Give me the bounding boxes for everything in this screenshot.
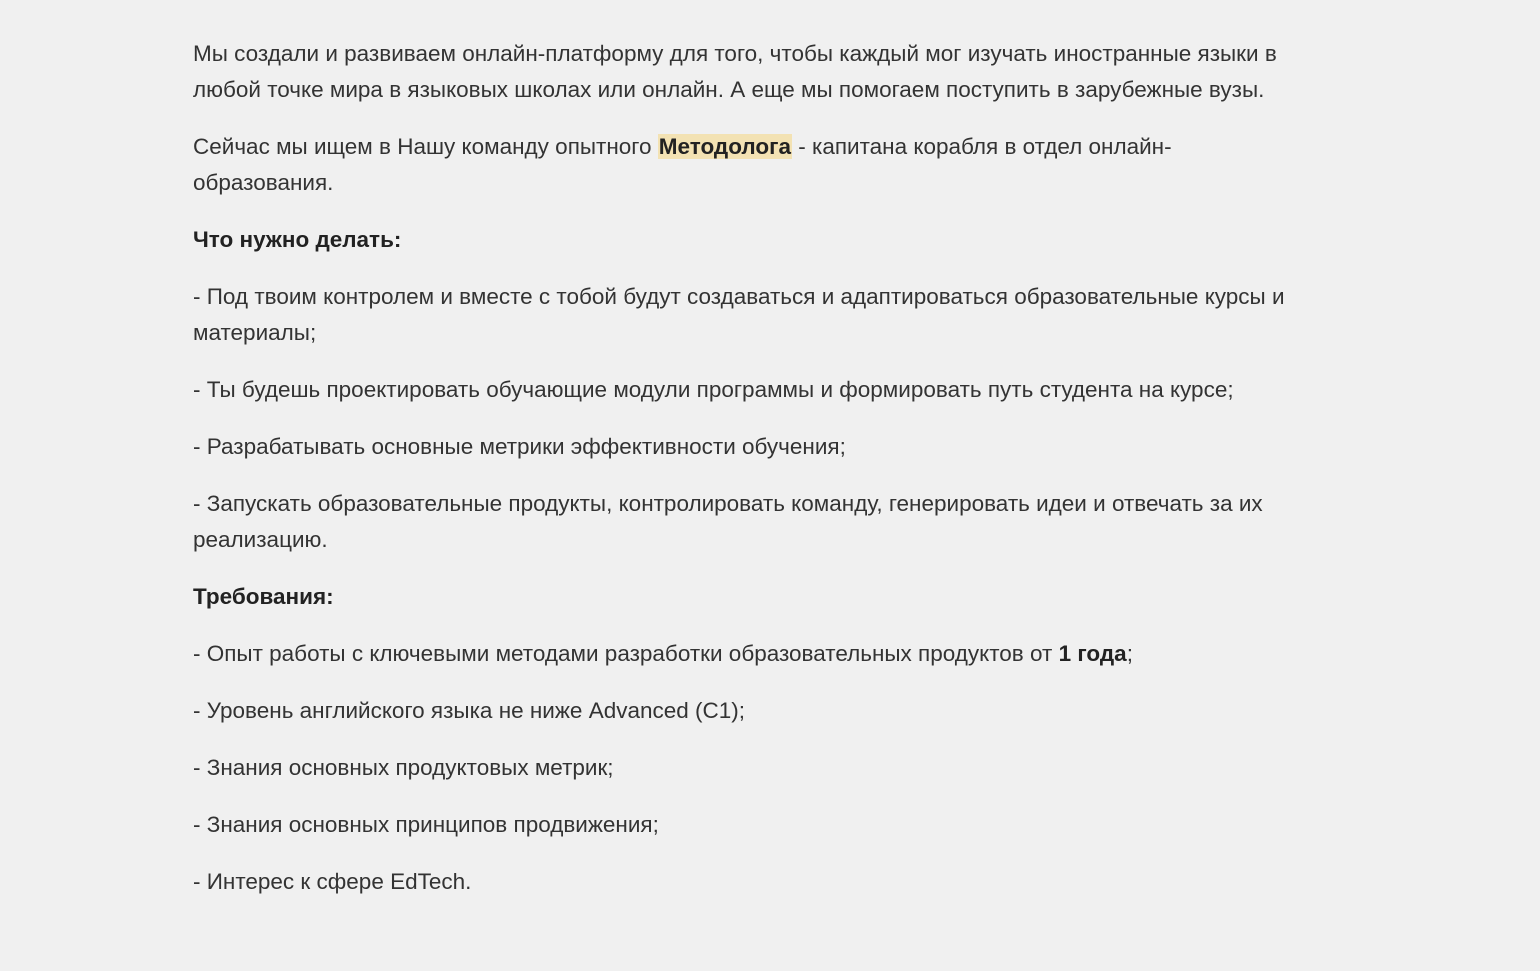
duty-item: - Запускать образовательные продукты, контролировать команду, генерировать идеи и отвечать за их реализацию.: [193, 491, 1263, 552]
requirement-item: - Интерес к сфере EdTech.: [193, 869, 472, 894]
duty-item: - Разрабатывать основные метрики эффективности обучения;: [193, 434, 846, 459]
highlighted-position: Методолога: [658, 134, 792, 159]
vacancy-description: [193, 36, 1293, 921]
intro-paragraph: Мы создали и развиваем онлайн-платформу для того, чтобы каждый мог изучать иностранные языки в любой точке мира в языковых школах или онлайн. А еще мы помогаем поступить в зарубежные вузы.: [193, 41, 1277, 102]
requirement-item: - Знания основных принципов продвижения;: [193, 812, 659, 837]
search-text-after: - капитана корабля в отдел онлайн-образования.: [193, 134, 1172, 195]
requirements-heading: Требования:: [193, 584, 334, 609]
search-paragraph: [193, 129, 1293, 201]
duty-item: - Под твоим контролем и вместе с тобой будут создаваться и адаптироваться образовательные курсы и материалы;: [193, 284, 1285, 345]
requirement-text-before: - Опыт работы с ключевыми методами разработки образовательных продуктов от: [193, 641, 1059, 666]
requirement-item: - Уровень английского языка не ниже Advanced (C1);: [193, 698, 746, 723]
duty-item: - Ты будешь проектировать обучающие модули программы и формировать путь студента на курсе;: [193, 377, 1234, 402]
search-text-before: Сейчас мы ищем в Нашу команду опытного: [193, 134, 658, 159]
requirement-item: - Знания основных продуктовых метрик;: [193, 755, 614, 780]
duties-heading: Что нужно делать:: [193, 227, 402, 252]
experience-duration: 1 года: [1058, 641, 1127, 666]
requirement-item: [193, 636, 1293, 672]
requirement-text-after: ;: [1126, 641, 1133, 666]
